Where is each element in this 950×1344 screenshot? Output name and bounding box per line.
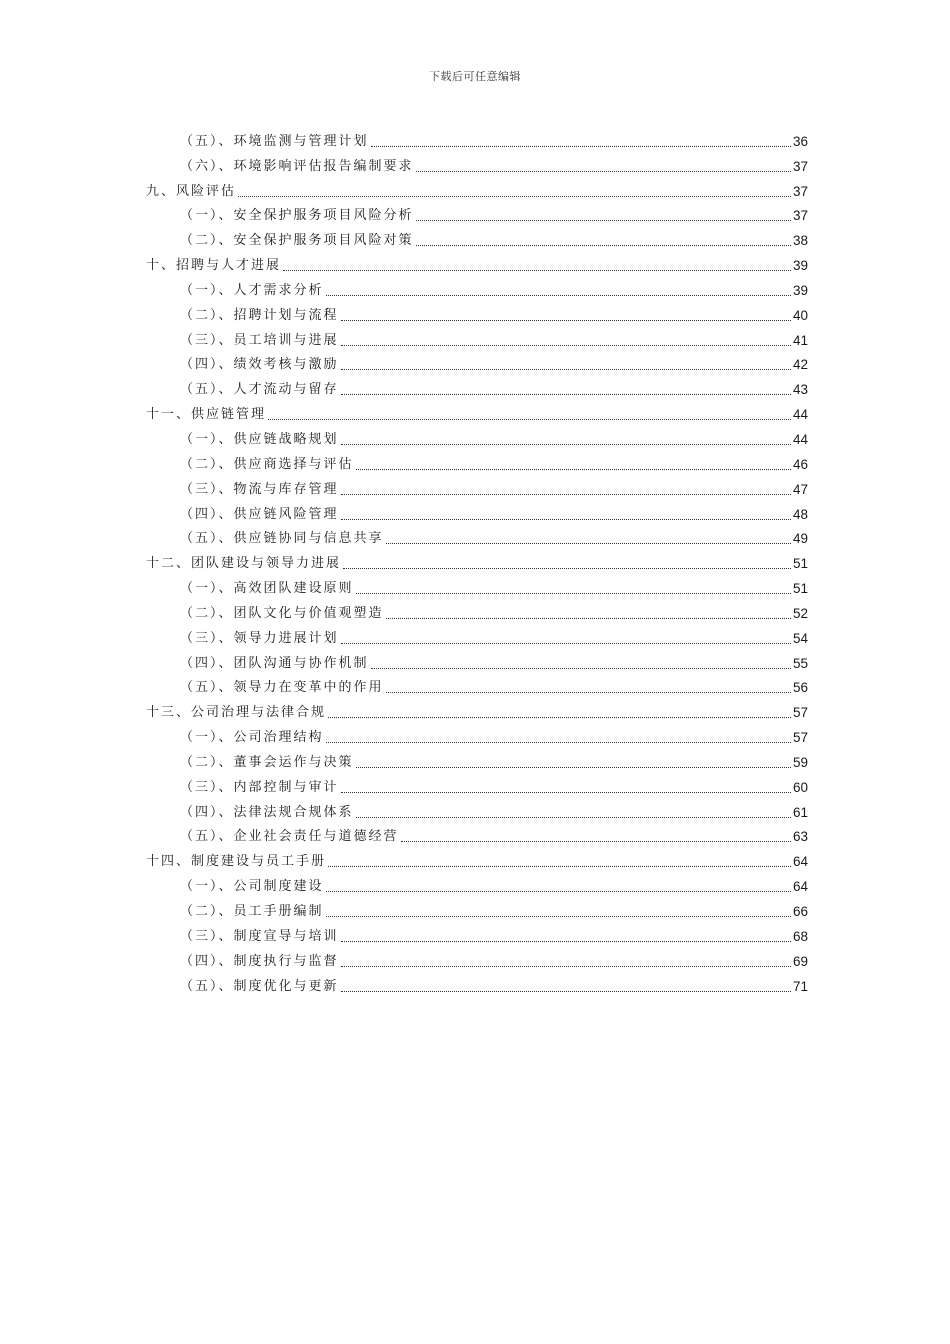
toc-entry-page-number: 68	[792, 928, 808, 944]
toc-dot-leader	[386, 542, 791, 544]
toc-entry[interactable]	[146, 796, 808, 821]
toc-entry-title: （二）、员工手册编制	[180, 904, 324, 919]
toc-entry-title: （三）、制度宣导与培训	[180, 928, 339, 944]
toc-dot-leader	[416, 170, 791, 172]
toc-entry-page-number: 37	[792, 208, 808, 224]
toc-entry-title: （五）、环境监测与管理计划	[180, 133, 369, 149]
toc-entry-title: （一）、人才需求分析	[180, 282, 324, 298]
toc-entry-page-number: 71	[792, 978, 808, 994]
toc-entry-page-number: 48	[792, 506, 808, 522]
toc-dot-leader	[341, 990, 791, 992]
toc-dot-leader	[341, 443, 791, 445]
toc-entry-title: （四）、法律法规合规体系	[180, 804, 354, 820]
toc-entry-page-number: 46	[792, 456, 808, 472]
toc-entry[interactable]	[146, 150, 808, 175]
toc-entry[interactable]	[146, 945, 808, 970]
toc-entry-page-number: 37	[792, 158, 808, 174]
toc-entry-page-number: 39	[792, 258, 808, 274]
toc-entry[interactable]	[146, 647, 808, 672]
toc-entry-title: （一）、安全保护服务项目风险分析	[180, 208, 414, 224]
toc-entry[interactable]	[146, 498, 808, 523]
toc-entry-page-number: 56	[792, 680, 808, 696]
toc-entry-title: （五）、供应链协同与信息共享	[180, 531, 384, 547]
toc-entry-title: （三）、物流与库存管理	[180, 481, 339, 497]
toc-entry-page-number: 37	[792, 183, 808, 199]
toc-entry-page-number: 41	[792, 332, 808, 348]
toc-entry[interactable]	[146, 249, 808, 274]
toc-dot-leader	[386, 691, 791, 693]
toc-dot-leader	[341, 393, 791, 395]
toc-entry[interactable]	[146, 597, 808, 622]
toc-entry[interactable]	[146, 821, 808, 846]
toc-entry-page-number: 55	[792, 655, 808, 671]
toc-entry[interactable]	[146, 373, 808, 398]
toc-entry[interactable]	[146, 473, 808, 498]
toc-entry-page-number: 61	[792, 804, 808, 820]
toc-dot-leader	[371, 145, 791, 147]
toc-entry[interactable]	[146, 970, 808, 995]
toc-entry[interactable]	[146, 274, 808, 299]
toc-entry-title: 十一、供应链管理	[146, 407, 267, 423]
toc-dot-leader	[356, 816, 791, 818]
toc-entry-title: （四）、绩效考核与激励	[180, 357, 339, 373]
toc-entry-title: （五）、人才流动与留存	[180, 382, 339, 398]
toc-entry[interactable]	[146, 349, 808, 374]
toc-entry[interactable]	[146, 696, 808, 721]
toc-dot-leader	[401, 840, 791, 842]
toc-entry[interactable]	[146, 324, 808, 349]
toc-dot-leader	[268, 418, 791, 420]
toc-entry-page-number: 60	[792, 779, 808, 795]
toc-entry-page-number: 57	[792, 705, 808, 721]
toc-dot-leader	[356, 592, 791, 594]
toc-entry-page-number: 51	[792, 556, 808, 572]
toc-entry-title: 十、招聘与人才进展	[146, 258, 282, 274]
toc-entry[interactable]	[146, 870, 808, 895]
toc-dot-leader	[341, 791, 791, 793]
toc-entry-page-number: 39	[792, 282, 808, 298]
toc-entry-title: （二）、招聘计划与流程	[180, 307, 339, 323]
toc-dot-leader	[341, 518, 791, 520]
toc-entry-page-number: 42	[792, 357, 808, 373]
toc-entry[interactable]	[146, 845, 808, 870]
toc-entry-page-number: 44	[792, 407, 808, 423]
toc-dot-leader	[416, 219, 791, 221]
toc-entry-page-number: 47	[792, 481, 808, 497]
toc-entry[interactable]	[146, 200, 808, 225]
toc-entry[interactable]	[146, 125, 808, 150]
toc-entry-title: （二）、供应商选择与评估	[180, 456, 354, 472]
toc-entry-title: （五）、制度优化与更新	[180, 978, 339, 994]
toc-dot-leader	[328, 716, 791, 718]
toc-entry[interactable]	[146, 771, 808, 796]
toc-entry[interactable]	[146, 572, 808, 597]
toc-dot-leader	[283, 269, 791, 271]
toc-dot-leader	[416, 244, 791, 246]
toc-entry-page-number: 66	[792, 904, 808, 919]
toc-entry[interactable]	[146, 547, 808, 572]
toc-entry-title: （三）、领导力进展计划	[180, 630, 339, 646]
toc-dot-leader	[341, 493, 791, 495]
toc-entry[interactable]	[146, 423, 808, 448]
toc-entry-title: 十四、制度建设与员工手册	[146, 854, 327, 870]
toc-entry[interactable]	[146, 299, 808, 324]
toc-entry[interactable]	[146, 920, 808, 945]
toc-dot-leader	[341, 642, 791, 644]
toc-dot-leader	[341, 319, 791, 321]
toc-entry-page-number: 49	[792, 531, 808, 547]
toc-dot-leader	[356, 468, 791, 470]
toc-entry-title: （一）、公司制度建设	[180, 879, 324, 895]
toc-entry-page-number: 43	[792, 382, 808, 398]
toc-entry-title: （四）、制度执行与监督	[180, 953, 339, 969]
toc-entry-page-number: 57	[792, 730, 808, 746]
toc-dot-leader	[326, 915, 791, 917]
toc-entry-page-number: 51	[792, 581, 808, 597]
toc-dot-leader	[371, 667, 791, 669]
toc-entry[interactable]	[146, 224, 808, 249]
toc-entry-title: （四）、供应链风险管理	[180, 506, 339, 522]
toc-dot-leader	[341, 368, 791, 370]
toc-entry[interactable]	[146, 672, 808, 697]
toc-entry-title: （五）、企业社会责任与道德经营	[180, 829, 399, 845]
toc-entry-page-number: 52	[792, 605, 808, 621]
toc-dot-leader	[238, 195, 791, 197]
toc-entry[interactable]	[146, 523, 808, 548]
toc-entry-page-number: 44	[792, 431, 808, 447]
toc-entry-page-number: 36	[792, 133, 808, 149]
toc-entry-page-number: 38	[792, 233, 808, 249]
toc-entry-title: （二）、安全保护服务项目风险对策	[180, 233, 414, 249]
toc-entry-page-number: 40	[792, 307, 808, 323]
toc-dot-leader	[386, 617, 791, 619]
toc-entry-title: （一）、供应链战略规划	[180, 431, 339, 447]
toc-entry-title: 十三、公司治理与法律合规	[146, 705, 327, 721]
toc-dot-leader	[343, 567, 791, 569]
toc-entry[interactable]	[146, 175, 808, 200]
table-of-contents	[146, 125, 808, 995]
toc-dot-leader	[356, 766, 791, 768]
toc-entry-title: （一）、高效团队建设原则	[180, 581, 354, 597]
toc-dot-leader	[328, 865, 791, 867]
toc-entry-page-number: 54	[792, 630, 808, 646]
toc-dot-leader	[341, 940, 791, 942]
toc-entry-title: 九、风险评估	[146, 183, 237, 199]
toc-entry[interactable]	[146, 398, 808, 423]
toc-dot-leader	[326, 890, 791, 892]
toc-entry[interactable]	[146, 721, 808, 746]
toc-entry[interactable]	[146, 746, 808, 771]
toc-entry-page-number: 69	[792, 953, 808, 969]
toc-dot-leader	[326, 741, 791, 743]
toc-entry-page-number: 64	[792, 879, 808, 895]
toc-entry-title: （二）、董事会运作与决策	[180, 754, 354, 770]
toc-entry-page-number: 63	[792, 829, 808, 845]
toc-entry[interactable]	[146, 448, 808, 473]
toc-entry-page-number: 64	[792, 854, 808, 870]
toc-entry-title: （二）、团队文化与价值观塑造	[180, 605, 384, 621]
toc-entry-title: （六）、环境影响评估报告编制要求	[180, 158, 414, 174]
toc-entry-title: （三）、员工培训与进展	[180, 332, 339, 348]
toc-entry-title: （一）、公司治理结构	[180, 730, 324, 746]
toc-dot-leader	[341, 965, 791, 967]
toc-entry-title: （三）、内部控制与审计	[180, 779, 339, 795]
toc-entry-title: （四）、团队沟通与协作机制	[180, 655, 369, 671]
toc-dot-leader	[326, 294, 791, 296]
page-header: 下载后可任意编辑	[429, 70, 521, 83]
toc-entry[interactable]	[146, 622, 808, 647]
toc-entry-title: 十二、团队建设与领导力进展	[146, 556, 342, 572]
toc-dot-leader	[341, 344, 791, 346]
toc-entry[interactable]	[146, 895, 808, 920]
toc-entry-title: （五）、领导力在变革中的作用	[180, 680, 384, 696]
toc-entry-page-number: 59	[792, 754, 808, 770]
